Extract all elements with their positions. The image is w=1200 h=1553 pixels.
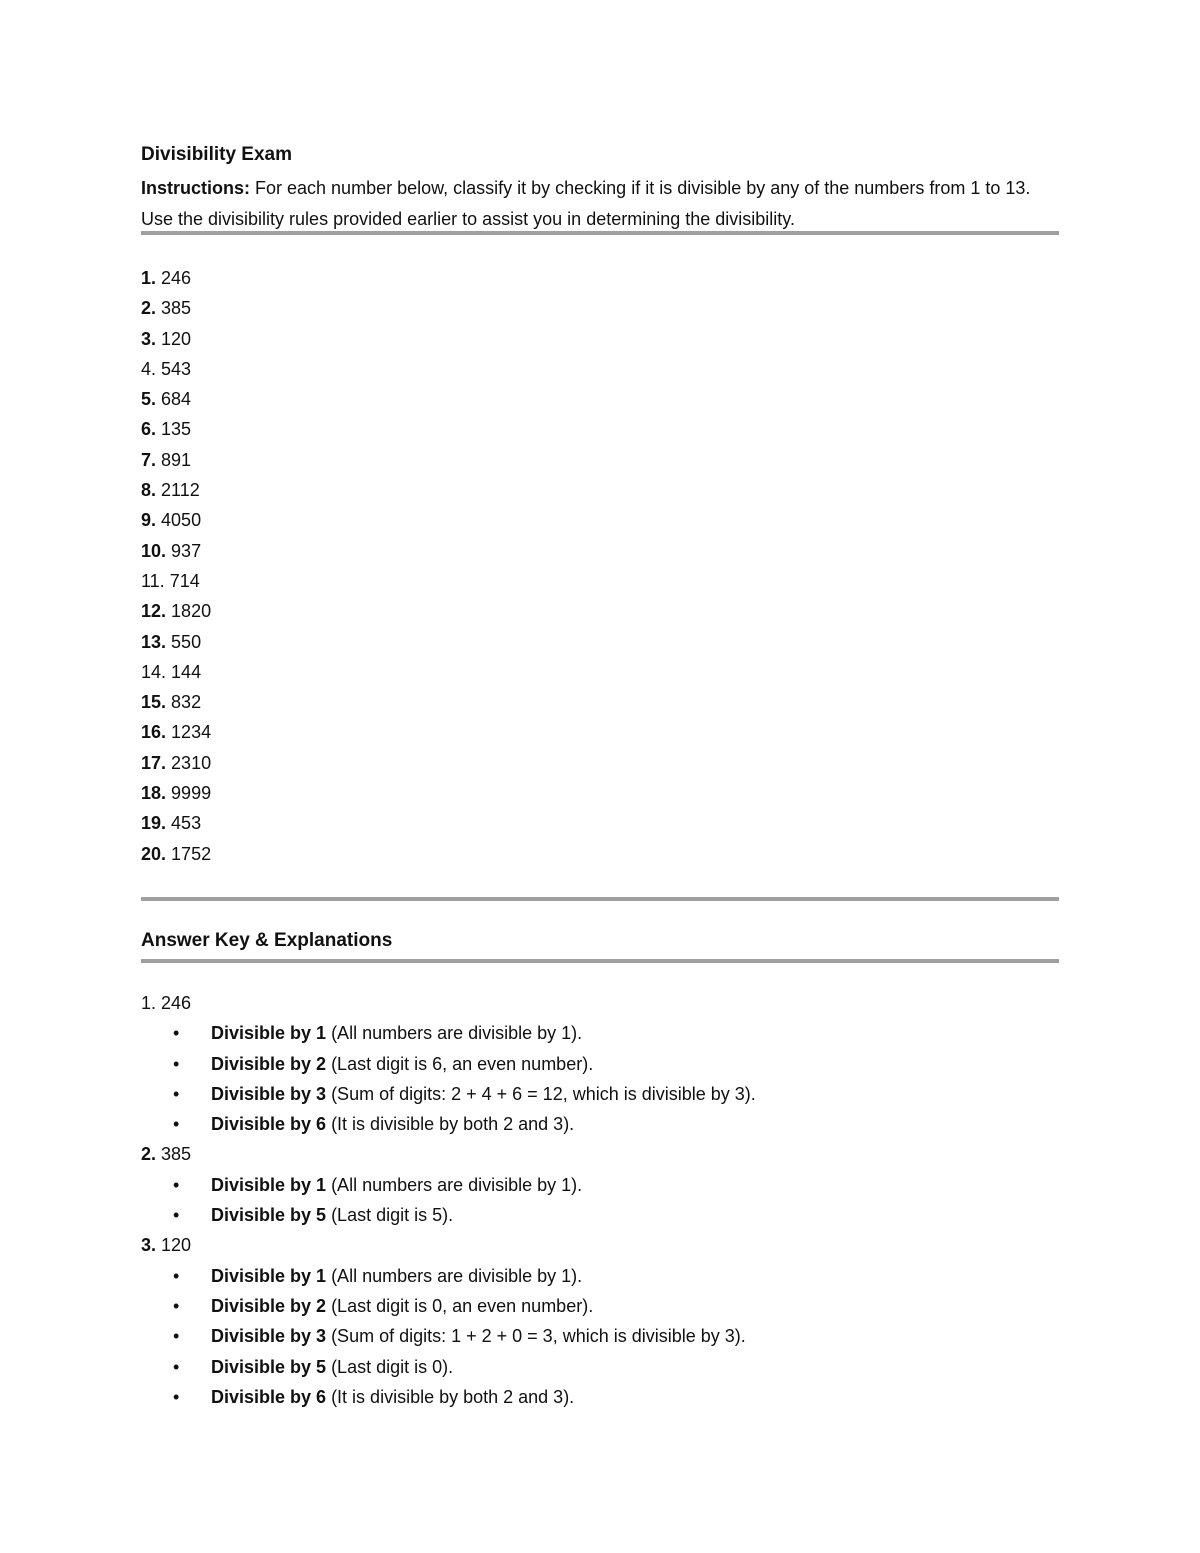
- question-value: 550: [171, 631, 202, 652]
- question-value: 4050: [161, 510, 202, 531]
- question-number: 15.: [141, 692, 167, 713]
- question-item: [141, 839, 211, 869]
- question-number: 9.: [141, 510, 157, 531]
- question-item: [141, 505, 211, 535]
- question-value: 2310: [171, 752, 212, 773]
- question-item: [141, 293, 211, 323]
- question-number: 14.: [141, 661, 167, 682]
- question-item: [141, 717, 211, 747]
- answer-bullet-item: [141, 1018, 1059, 1048]
- bullet-icon: •: [173, 1295, 180, 1316]
- answer-entry-heading: [141, 988, 1059, 1018]
- question-value: 1820: [171, 601, 212, 622]
- bullet-icon: •: [173, 1083, 180, 1104]
- answer-entry-heading: [141, 1139, 1059, 1169]
- question-value: 135: [161, 419, 192, 440]
- answer-bullet-item: [141, 1170, 1059, 1200]
- question-item: [141, 384, 211, 414]
- instructions-label: Instructions:: [141, 178, 251, 198]
- question-number: 1.: [141, 268, 157, 288]
- answer-number: 2.: [141, 1144, 157, 1165]
- question-item: [141, 445, 211, 475]
- question-value: 714: [169, 570, 200, 591]
- answer-bullet-item: [141, 1200, 1059, 1230]
- question-item: [141, 778, 211, 808]
- question-number: 3.: [141, 328, 157, 349]
- question-value: 9999: [171, 783, 212, 804]
- divisor-reason: (It is divisible by both 2 and 3).: [326, 1114, 575, 1135]
- question-item: [141, 657, 211, 687]
- question-number: 7.: [141, 449, 157, 470]
- answer-bullet-item: [141, 1079, 1059, 1109]
- question-number: 11.: [141, 570, 165, 591]
- answer-number: 1.: [141, 993, 157, 1013]
- divisor-reason: (All numbers are divisible by 1).: [326, 1174, 583, 1195]
- answer-bullet-item: [141, 1291, 1059, 1321]
- question-item: [141, 475, 211, 505]
- question-value: 246: [161, 268, 192, 288]
- question-item: [141, 263, 211, 293]
- divisor-label: Divisible by 1: [211, 1265, 327, 1286]
- divisor-reason: (All numbers are divisible by 1).: [326, 1265, 583, 1286]
- question-number: 20.: [141, 843, 167, 864]
- answer-number: 3.: [141, 1235, 157, 1256]
- divisor-label: Divisible by 1: [211, 1174, 327, 1195]
- answer-key-list: [141, 988, 1059, 1412]
- divisor-reason: (Last digit is 0).: [326, 1356, 454, 1377]
- question-item: [141, 566, 211, 596]
- answer-bullets: [141, 1261, 1059, 1412]
- bullet-icon: •: [173, 1356, 180, 1377]
- answer-key-title: Answer Key & Explanations: [141, 930, 393, 951]
- question-number: 18.: [141, 783, 167, 804]
- question-value: 144: [171, 661, 202, 682]
- question-number: 17.: [141, 752, 167, 773]
- question-item: [141, 748, 211, 778]
- divisor-reason: (Sum of digits: 2 + 4 + 6 = 12, which is divisible by 3).: [326, 1083, 756, 1104]
- question-item: [141, 627, 211, 657]
- question-item: [141, 354, 211, 384]
- question-value: 937: [171, 540, 202, 561]
- question-number: 5.: [141, 389, 157, 410]
- question-value: 385: [161, 298, 192, 319]
- question-value: 543: [161, 358, 192, 379]
- answer-bullet-item: [141, 1261, 1059, 1291]
- question-value: 453: [171, 813, 202, 834]
- divisor-label: Divisible by 1: [211, 1023, 327, 1044]
- question-value: 684: [161, 389, 192, 410]
- bullet-icon: •: [173, 1053, 180, 1074]
- answer-bullets: [141, 1170, 1059, 1231]
- question-item: [141, 536, 211, 566]
- divider-top: [141, 231, 1059, 235]
- bullet-icon: •: [173, 1174, 180, 1195]
- divisor-label: Divisible by 5: [211, 1205, 327, 1226]
- answer-bullet-item: [141, 1321, 1059, 1351]
- question-number: 10.: [141, 540, 167, 561]
- bullet-icon: •: [173, 1326, 180, 1347]
- bullet-icon: •: [173, 1023, 180, 1044]
- question-value: 1234: [171, 722, 212, 743]
- bullet-icon: •: [173, 1386, 180, 1407]
- exam-title: Divisibility Exam: [141, 144, 293, 165]
- divisor-label: Divisible by 6: [211, 1114, 327, 1135]
- question-number: 13.: [141, 631, 167, 652]
- bullet-icon: •: [173, 1205, 180, 1226]
- divisor-reason: (Last digit is 6, an even number).: [326, 1053, 594, 1074]
- question-list: [141, 263, 211, 869]
- answer-value: 246: [161, 993, 192, 1013]
- question-number: 4.: [141, 358, 157, 379]
- divider-middle: [141, 897, 1059, 901]
- question-number: 16.: [141, 722, 167, 743]
- divisor-label: Divisible by 2: [211, 1295, 327, 1316]
- answer-bullet-item: [141, 1382, 1059, 1412]
- question-number: 19.: [141, 813, 167, 834]
- divisor-reason: (Last digit is 5).: [326, 1205, 454, 1226]
- question-number: 12.: [141, 601, 167, 622]
- divisor-reason: (It is divisible by both 2 and 3).: [326, 1386, 575, 1407]
- question-number: 8.: [141, 480, 157, 501]
- question-item: [141, 808, 211, 838]
- answer-bullet-item: [141, 1109, 1059, 1139]
- question-item: [141, 414, 211, 444]
- instructions-text: For each number below, classify it by checking if it is divisible by any of the numbers from 1 to 13. Use the divisibility rules provided earlier to assist you in determining the divisibility.: [141, 178, 1031, 229]
- divisor-label: Divisible by 3: [211, 1326, 327, 1347]
- question-value: 891: [161, 449, 192, 470]
- answer-bullets: [141, 1018, 1059, 1139]
- question-value: 120: [161, 328, 192, 349]
- divisor-reason: (Last digit is 0, an even number).: [326, 1295, 594, 1316]
- divider-answer-key: [141, 959, 1059, 963]
- divisor-label: Divisible by 3: [211, 1083, 327, 1104]
- question-value: 2112: [161, 480, 200, 501]
- exam-instructions: [141, 173, 1059, 234]
- answer-bullet-item: [141, 1049, 1059, 1079]
- divisor-reason: (All numbers are divisible by 1).: [326, 1023, 583, 1044]
- divisor-label: Divisible by 5: [211, 1356, 327, 1377]
- answer-value: 120: [161, 1235, 192, 1256]
- question-item: [141, 687, 211, 717]
- divisor-label: Divisible by 2: [211, 1053, 327, 1074]
- answer-value: 385: [161, 1144, 192, 1165]
- divisor-label: Divisible by 6: [211, 1386, 327, 1407]
- answer-entry-heading: [141, 1230, 1059, 1260]
- bullet-icon: •: [173, 1114, 180, 1135]
- question-value: 1752: [171, 843, 212, 864]
- question-item: [141, 324, 211, 354]
- bullet-icon: •: [173, 1265, 180, 1286]
- question-number: 6.: [141, 419, 157, 440]
- answer-bullet-item: [141, 1352, 1059, 1382]
- question-number: 2.: [141, 298, 157, 319]
- divisor-reason: (Sum of digits: 1 + 2 + 0 = 3, which is divisible by 3).: [326, 1326, 746, 1347]
- question-item: [141, 596, 211, 626]
- question-value: 832: [171, 692, 202, 713]
